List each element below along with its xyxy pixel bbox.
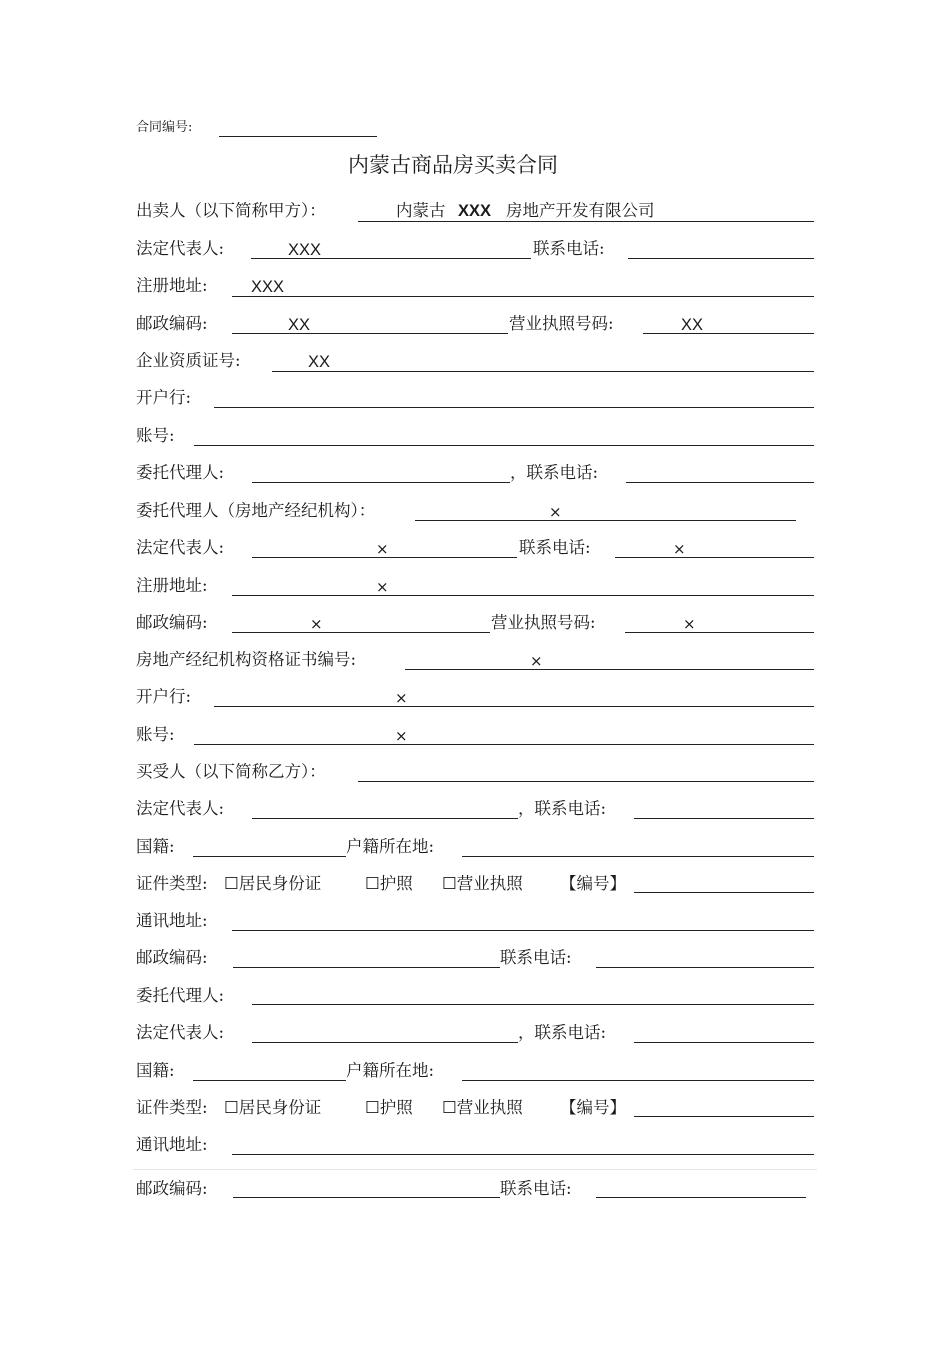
buyer-passport-checkbox[interactable]: ☐护照: [365, 874, 413, 893]
seller-license-value: XX: [681, 316, 704, 334]
buyer-agent-legal-rep-field[interactable]: [252, 1042, 518, 1043]
broker-legal-rep-label: 法定代表人:: [136, 538, 225, 557]
buyer-agent-hukou-field[interactable]: [462, 1080, 814, 1081]
broker-postcode-field[interactable]: [232, 632, 490, 633]
broker-legal-rep-value: ×: [376, 540, 389, 558]
broker-address-label: 注册地址:: [136, 576, 208, 595]
seller-agent-field[interactable]: [252, 482, 510, 483]
buyer-nationality-label: 国籍:: [136, 837, 175, 856]
broker-account-label: 账号:: [136, 725, 175, 744]
buyer-label: 买受人（以下简称乙方）：: [136, 762, 326, 781]
buyer-agent-number-field[interactable]: [634, 1116, 814, 1117]
buyer-phone-field[interactable]: [634, 818, 814, 819]
buyer-agent-number-label: 【编号】: [560, 1098, 626, 1117]
seller-legal-rep-value: XXX: [288, 241, 322, 259]
buyer-agent-passport-checkbox[interactable]: ☐护照: [365, 1098, 413, 1117]
seller-agent-phone-label: ，联系电话:: [510, 463, 599, 482]
broker-cert-label: 房地产经纪机构资格证书编号:: [136, 650, 357, 669]
buyer-agent-phone-field[interactable]: [634, 1042, 814, 1043]
seller-bank-label: 开户行:: [136, 388, 192, 407]
buyer-id-card-checkbox[interactable]: ☐居民身份证: [224, 874, 322, 893]
page-break-divider: [133, 1169, 817, 1170]
seller-postcode-label: 邮政编码:: [136, 314, 208, 333]
buyer-phone-label: ，联系电话:: [518, 799, 607, 818]
seller-qualification-field[interactable]: [272, 371, 814, 372]
seller-qualification-label: 企业资质证号:: [136, 351, 241, 370]
seller-name-part3: 房地产开发有限公司: [506, 201, 655, 220]
buyer-agent-address-label: 通讯地址:: [136, 1135, 208, 1154]
buyer-agent-id-type-label: 证件类型:: [136, 1098, 208, 1117]
contract-number-label: 合同编号:: [136, 120, 193, 135]
buyer-agent-label: 委托代理人:: [136, 986, 225, 1005]
seller-qualification-value: XX: [308, 353, 331, 371]
buyer-biz-license-checkbox[interactable]: ☐营业执照: [442, 874, 523, 893]
buyer-agent-contact-phone-field[interactable]: [596, 1197, 806, 1198]
broker-label: 委托代理人（房地产经纪机构）：: [136, 501, 376, 520]
seller-address-label: 注册地址:: [136, 276, 208, 295]
buyer-address-field[interactable]: [232, 930, 814, 931]
seller-address-value: XXX: [251, 278, 285, 296]
broker-postcode-value: ×: [310, 615, 323, 633]
buyer-legal-rep-label: 法定代表人:: [136, 799, 225, 818]
buyer-agent-biz-license-checkbox[interactable]: ☐营业执照: [442, 1098, 523, 1117]
seller-legal-rep-label: 法定代表人:: [136, 239, 225, 258]
buyer-name-field[interactable]: [358, 781, 814, 782]
buyer-legal-rep-field[interactable]: [252, 818, 518, 819]
broker-account-field[interactable]: [194, 744, 814, 745]
seller-name-part2: XXX: [458, 202, 492, 220]
broker-name-field[interactable]: [415, 520, 796, 521]
seller-name-part1: 内蒙古: [396, 201, 446, 220]
seller-account-label: 账号:: [136, 426, 175, 445]
broker-address-value: ×: [376, 578, 389, 596]
broker-cert-field[interactable]: [405, 669, 814, 670]
buyer-agent-postcode-field[interactable]: [233, 1197, 500, 1198]
seller-agent-phone-field[interactable]: [626, 482, 814, 483]
buyer-agent-hukou-label: 户籍所在地:: [346, 1061, 435, 1080]
buyer-number-label: 【编号】: [560, 874, 626, 893]
document-title: 内蒙古商品房买卖合同: [348, 153, 558, 177]
broker-phone-value: ×: [673, 540, 686, 558]
seller-agent-label: 委托代理人:: [136, 463, 225, 482]
seller-phone-field[interactable]: [628, 258, 814, 259]
broker-phone-field[interactable]: [615, 557, 814, 558]
buyer-contact-phone-label: 联系电话:: [500, 948, 572, 967]
broker-bank-value: ×: [395, 689, 408, 707]
seller-account-field[interactable]: [194, 445, 814, 446]
seller-license-label: 营业执照号码:: [509, 314, 614, 333]
seller-phone-label: 联系电话:: [533, 239, 605, 258]
buyer-hukou-field[interactable]: [462, 856, 814, 857]
buyer-hukou-label: 户籍所在地:: [346, 837, 435, 856]
buyer-agent-contact-phone-label: 联系电话:: [500, 1179, 572, 1198]
seller-name-field[interactable]: [358, 221, 814, 222]
buyer-id-type-label: 证件类型:: [136, 874, 208, 893]
buyer-agent-nationality-field[interactable]: [193, 1080, 346, 1081]
broker-license-value: ×: [683, 615, 696, 633]
buyer-number-field[interactable]: [634, 892, 814, 893]
seller-bank-field[interactable]: [214, 407, 814, 408]
seller-license-field[interactable]: [643, 333, 814, 334]
seller-postcode-value: XX: [288, 316, 311, 334]
buyer-postcode-label: 邮政编码:: [136, 948, 208, 967]
buyer-agent-nationality-label: 国籍:: [136, 1061, 175, 1080]
broker-cert-value: ×: [530, 652, 543, 670]
buyer-agent-id-card-checkbox[interactable]: ☐居民身份证: [224, 1098, 322, 1117]
buyer-agent-legal-rep-label: 法定代表人:: [136, 1023, 225, 1042]
broker-phone-label: 联系电话:: [519, 538, 591, 557]
seller-label: 出卖人（以下简称甲方）：: [136, 201, 326, 220]
buyer-postcode-field[interactable]: [233, 967, 500, 968]
seller-postcode-field[interactable]: [232, 333, 508, 334]
broker-postcode-label: 邮政编码:: [136, 613, 208, 632]
broker-license-label: 营业执照号码:: [491, 613, 596, 632]
buyer-agent-field[interactable]: [252, 1004, 814, 1005]
broker-license-field[interactable]: [625, 632, 814, 633]
broker-name-value: ×: [549, 503, 562, 521]
broker-bank-label: 开户行:: [136, 687, 192, 706]
buyer-agent-address-field[interactable]: [232, 1154, 814, 1155]
buyer-agent-phone-label: ，联系电话:: [518, 1023, 607, 1042]
broker-account-value: ×: [395, 727, 408, 745]
broker-address-field[interactable]: [232, 595, 814, 596]
buyer-agent-postcode-label: 邮政编码:: [136, 1179, 208, 1198]
buyer-contact-phone-field[interactable]: [596, 967, 814, 968]
contract-number-field[interactable]: [219, 136, 377, 137]
seller-address-field[interactable]: [232, 296, 814, 297]
broker-bank-field[interactable]: [214, 706, 814, 707]
buyer-nationality-field[interactable]: [193, 856, 346, 857]
buyer-address-label: 通讯地址:: [136, 911, 208, 930]
